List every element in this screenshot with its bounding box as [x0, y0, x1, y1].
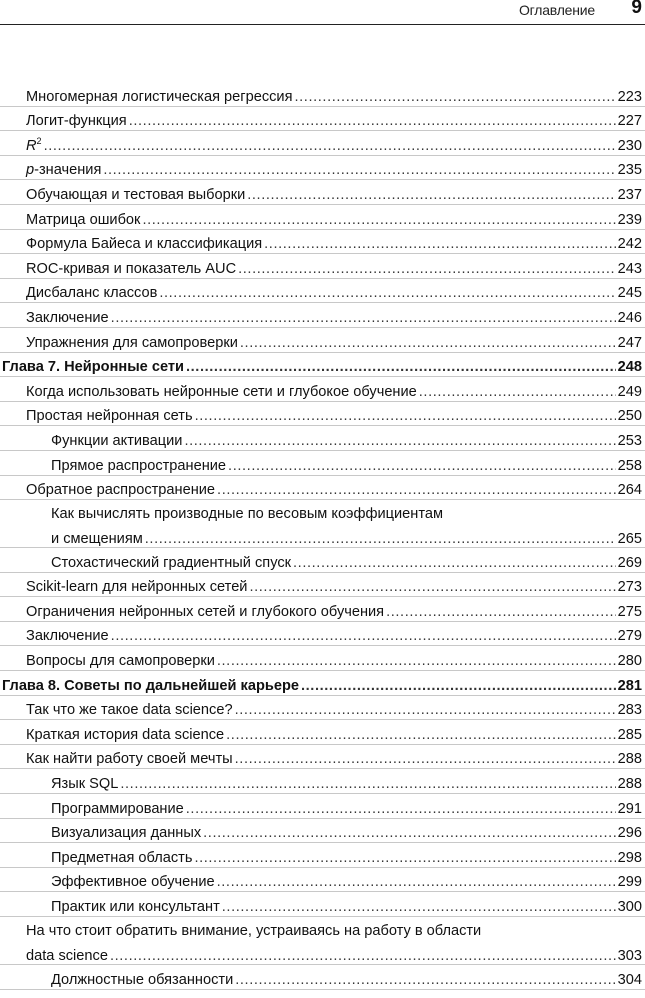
toc-entry[interactable]	[0, 107, 645, 132]
dot-leader	[222, 898, 616, 916]
toc-entry-page: 243	[617, 260, 642, 277]
toc-entry-title	[26, 132, 42, 155]
toc-entry[interactable]	[0, 156, 645, 181]
dot-leader	[195, 407, 616, 425]
superscript: 2	[36, 135, 42, 146]
dot-leader	[111, 309, 616, 327]
toc-entry-title: Scikit-learn для нейронных сетей	[26, 579, 248, 596]
toc-entry[interactable]	[0, 131, 645, 156]
toc-entry[interactable]	[0, 254, 645, 279]
toc-entry[interactable]	[0, 868, 645, 893]
toc-entry-page: 275	[617, 603, 642, 620]
toc-entry-title: Так что же такое data science?	[26, 702, 233, 719]
toc-entry-title: Эффективное обучение	[51, 874, 215, 891]
dot-leader	[264, 235, 615, 253]
toc-entry-title-italic: p	[26, 162, 35, 179]
toc-entry-page: 281	[617, 677, 642, 694]
toc-entry-page: 230	[617, 137, 642, 154]
toc-entry-title: Предметная область	[51, 849, 193, 866]
page-number: 9	[631, 0, 642, 18]
dot-leader	[419, 383, 616, 401]
toc-entry-title: Краткая история data science	[26, 726, 225, 743]
toc-entry-title-line1: Как вычислять производные по весовым коэффициентам	[51, 506, 444, 523]
toc-entry-title: Прямое распространение	[51, 457, 227, 474]
toc-entry[interactable]	[0, 476, 645, 501]
toc-entry[interactable]	[0, 279, 645, 304]
toc-entry-title: Глава 8. Советы по дальнейшей карьере	[2, 677, 299, 694]
toc-chapter-entry[interactable]	[0, 671, 645, 696]
dot-leader	[120, 775, 615, 793]
toc-entry[interactable]	[0, 573, 645, 598]
toc-entry-title: Язык SQL	[51, 776, 119, 793]
toc-entry-page: 245	[617, 285, 642, 302]
toc-entry[interactable]	[0, 720, 645, 745]
toc-entry-title: ROC-кривая и показатель AUC	[26, 260, 237, 277]
toc-entry[interactable]	[0, 377, 645, 402]
dot-leader	[44, 137, 616, 155]
toc-entry[interactable]	[0, 205, 645, 230]
dot-leader	[217, 873, 616, 891]
toc-entry-title: Матрица ошибок	[26, 211, 141, 228]
toc-entry[interactable]	[0, 794, 645, 819]
toc-chapter-entry[interactable]	[0, 353, 645, 378]
toc-entry-page: 242	[617, 236, 642, 253]
dot-leader	[186, 358, 616, 376]
dot-leader	[111, 627, 616, 645]
toc-entry-title: Заключение	[26, 628, 109, 645]
toc-entry-page: 246	[617, 309, 642, 326]
dot-leader	[247, 186, 615, 204]
toc-entry-title-italic: R	[26, 137, 37, 154]
toc-entry-title: Визуализация данных	[51, 825, 202, 842]
toc-entry-title: data science	[26, 948, 108, 964]
toc-entry[interactable]	[0, 917, 645, 965]
toc-entry[interactable]	[0, 426, 645, 451]
toc-entry-page: 247	[617, 334, 642, 351]
dot-leader	[142, 211, 615, 229]
toc-entry[interactable]	[0, 597, 645, 622]
toc-entry-page: 296	[617, 825, 642, 842]
toc-entry-page: 249	[617, 383, 642, 400]
toc-entry[interactable]	[0, 622, 645, 647]
toc-entry-title: Логит-функция	[26, 113, 127, 130]
toc-entry-page: 250	[617, 408, 642, 425]
dot-leader	[240, 334, 616, 352]
toc-entry[interactable]	[0, 328, 645, 353]
dot-leader	[295, 88, 616, 106]
dot-leader	[145, 530, 616, 548]
toc-entry-page: 258	[617, 457, 642, 474]
toc-entry[interactable]	[0, 303, 645, 328]
toc-entry[interactable]	[0, 646, 645, 671]
toc-entry-title: p-значения	[26, 162, 102, 179]
dot-leader	[235, 971, 615, 989]
toc-entry[interactable]	[0, 451, 645, 476]
toc-entry-title: Обучающая и тестовая выборки	[26, 186, 246, 203]
dot-leader	[226, 726, 616, 744]
toc-entry-title: Вопросы для самопроверки	[26, 653, 215, 670]
dot-leader	[238, 260, 616, 278]
toc-entry-title-line1: На что стоит обратить внимание, устраиваясь на работу в области	[26, 923, 482, 939]
toc-entry[interactable]	[0, 402, 645, 427]
dot-leader	[203, 824, 615, 842]
dot-leader	[110, 947, 616, 965]
toc-entry-page: 264	[617, 482, 642, 499]
toc-entry-title: Дисбаланс классов	[26, 285, 158, 302]
toc-entry-title: Практик или консультант	[51, 899, 220, 915]
toc-entry-page: 299	[617, 874, 642, 891]
toc-entry-page: 273	[617, 579, 642, 596]
toc-entry-page: 237	[617, 186, 642, 203]
dot-leader	[249, 578, 615, 596]
toc-entry-title: Программирование	[51, 800, 184, 817]
toc-entry-page: 288	[617, 776, 642, 793]
dot-leader	[129, 112, 616, 130]
toc-entry-title: Стохастический градиентный спуск	[51, 554, 292, 571]
toc-entry[interactable]	[0, 819, 645, 844]
dot-leader	[194, 849, 615, 867]
toc-entry[interactable]	[0, 696, 645, 721]
toc-entry[interactable]	[0, 965, 645, 990]
toc-entry-page: 280	[617, 653, 642, 670]
toc-entry-page: 279	[617, 628, 642, 645]
toc-entry-page: 300	[617, 899, 642, 915]
dot-leader	[301, 677, 616, 695]
toc-entry-title: Обратное распространение	[26, 482, 216, 499]
toc-entry-title: Заключение	[26, 309, 109, 326]
toc-entry-page: 304	[617, 971, 642, 988]
toc-entry-page: 265	[617, 531, 642, 548]
dot-leader	[228, 457, 616, 475]
dot-leader	[186, 800, 616, 818]
toc-entry-page: 303	[617, 948, 642, 964]
toc-entry-title: Функции активации	[51, 432, 183, 449]
table-of-contents	[0, 82, 645, 990]
toc-entry[interactable]	[0, 82, 645, 107]
dot-leader	[235, 701, 616, 719]
toc-entry-title: Формула Байеса и классификация	[26, 236, 263, 253]
toc-entry-page: 269	[617, 554, 642, 571]
toc-entry-title: Когда использовать нейронные сети и глубокое обучение	[26, 383, 417, 400]
toc-entry-page: 239	[617, 211, 642, 228]
dot-leader	[217, 652, 616, 670]
toc-entry-title: Должностные обязанности	[51, 971, 234, 988]
toc-entry-title: Упражнения для самопроверки	[26, 334, 238, 351]
toc-entry[interactable]	[0, 769, 645, 794]
toc-entry[interactable]	[0, 843, 645, 868]
toc-entry-page: 223	[617, 88, 642, 105]
toc-entry-page: 298	[617, 849, 642, 866]
dot-leader	[103, 161, 615, 179]
running-title: Оглавление	[518, 2, 595, 18]
dot-leader	[217, 481, 616, 499]
toc-entry-page: 235	[617, 162, 642, 179]
toc-entry-title: Глава 7. Нейронные сети	[2, 359, 184, 376]
dot-leader	[159, 284, 615, 302]
toc-entry-page: 285	[617, 726, 642, 743]
toc-entry[interactable]	[0, 500, 645, 548]
toc-entry-page: 253	[617, 432, 642, 449]
toc-entry[interactable]	[0, 180, 645, 205]
toc-entry[interactable]	[0, 230, 645, 255]
toc-entry-title: Простая нейронная сеть	[26, 408, 193, 425]
page-header	[0, 0, 645, 25]
toc-entry-page: 248	[617, 359, 642, 376]
toc-entry-page: 283	[617, 702, 642, 719]
dot-leader	[184, 432, 615, 450]
dot-leader	[386, 603, 616, 621]
toc-entry-page: 288	[617, 751, 642, 768]
toc-entry-page: 291	[617, 800, 642, 817]
toc-entry-title: Как найти работу своей мечты	[26, 751, 233, 768]
toc-entry[interactable]	[0, 548, 645, 573]
toc-entry[interactable]	[0, 745, 645, 770]
toc-entry[interactable]	[0, 892, 645, 917]
toc-entry-title: Ограничения нейронных сетей и глубокого обучения	[26, 603, 385, 620]
toc-entry-page: 227	[617, 113, 642, 130]
toc-entry-title: и смещениям	[51, 531, 143, 548]
dot-leader	[235, 750, 616, 768]
toc-entry-title: Многомерная логистическая регрессия	[26, 88, 293, 105]
dot-leader	[293, 554, 616, 572]
